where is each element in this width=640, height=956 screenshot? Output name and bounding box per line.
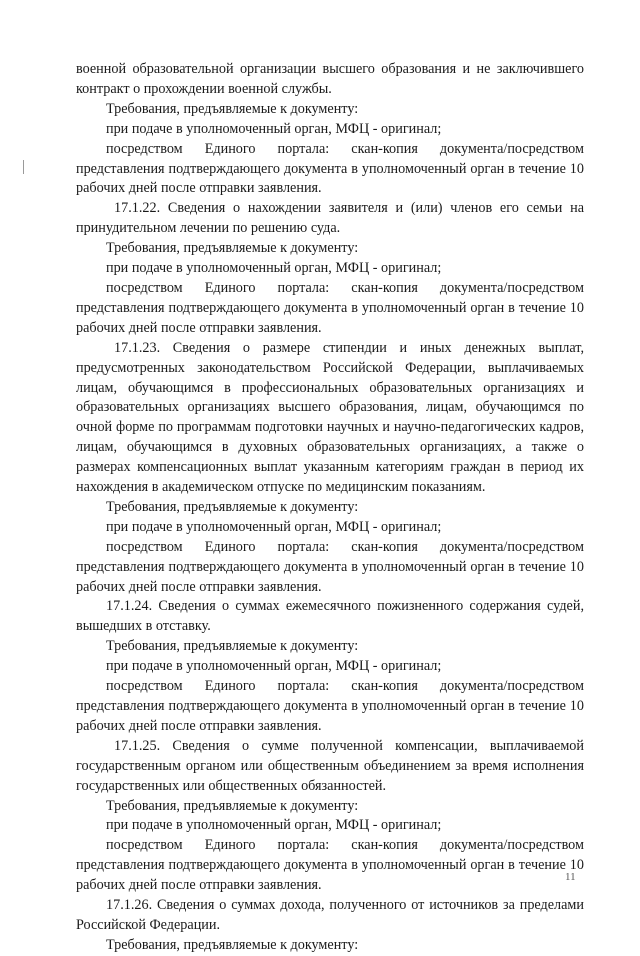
paragraph: посредством Единого портала: скан-копия документа/посредством представления подтверждающего документа в уполномоченный орган в течение 10 рабочих дней после отправки заявления.	[76, 837, 584, 894]
paragraph: посредством Единого портала: скан-копия документа/посредством представления подтверждающего документа в уполномоченный орган в течение 10 рабочих дней после отправки заявления.	[76, 678, 584, 734]
paragraph: Требования, предъявляемые к документу:	[106, 936, 359, 953]
paragraph: при подаче в уполномоченный орган, МФЦ - оригинал;	[106, 658, 442, 675]
paragraph: Требования, предъявляемые к документу:	[106, 498, 359, 515]
paragraph: посредством Единого портала: скан-копия документа/посредством представления подтверждающего документа в уполномоченный орган в течение 10 рабочих дней после отправки заявления.	[76, 140, 584, 197]
section-heading: 17.1.23. Сведения о размере стипендии и иных денежных выплат, предусмотренных законодательством Российской Федерации, выплачиваемых лицам, обучающимся в профессиональных образовательных организациях и образовательных организациях высшего образования, лицам, обучающимся по очной форме по программам подготовки научных и научно-педагогических кадров, лицам, обучающимся в духовных образовательных организациях, а также о размерах компенсационных выплат указанным категориям граждан в период их нахождения в академическом отпуске по медицинским показаниям.	[76, 339, 584, 496]
paragraph: военной образовательной организации высшего образования и не заключившего контракт о прохождении военной службы.	[76, 61, 584, 97]
scan-artifact-line	[23, 160, 24, 174]
paragraph: посредством Единого портала: скан-копия документа/посредством представления подтверждающего документа в уполномоченный орган в течение 10 рабочих дней после отправки заявления.	[76, 538, 584, 595]
document-body	[76, 60, 584, 956]
section-heading: 17.1.22. Сведения о нахождении заявителя и (или) членов его семьи на принудительном лечении по решению суда.	[76, 200, 584, 237]
paragraph: посредством Единого портала: скан-копия документа/посредством представления подтверждающего документа в уполномоченный орган в течение 10 рабочих дней после отправки заявления.	[76, 279, 584, 336]
paragraph: Требования, предъявляемые к документу:	[106, 100, 359, 117]
paragraph: Требования, предъявляемые к документу:	[106, 240, 359, 257]
paragraph: при подаче в уполномоченный орган, МФЦ - оригинал;	[106, 260, 442, 277]
section-heading: 17.1.26. Сведения о суммах дохода, полученного от источников за пределами Российской Федерации.	[76, 897, 584, 933]
paragraph: при подаче в уполномоченный орган, МФЦ - оригинал;	[106, 817, 442, 834]
paragraph: при подаче в уполномоченный орган, МФЦ - оригинал;	[106, 518, 442, 535]
page-number: 11	[565, 871, 576, 883]
section-heading: 17.1.24. Сведения о суммах ежемесячного пожизненного содержания судей, вышедших в отставку.	[76, 598, 584, 635]
section-heading: 17.1.25. Сведения о сумме полученной компенсации, выплачиваемой государственным органом или общественным объединением за время исполнения государственных или общественных обязанностей.	[76, 737, 584, 794]
paragraph: Требования, предъявляемые к документу:	[106, 797, 359, 814]
paragraph: при подаче в уполномоченный орган, МФЦ - оригинал;	[106, 120, 442, 137]
paragraph: Требования, предъявляемые к документу:	[106, 638, 359, 655]
